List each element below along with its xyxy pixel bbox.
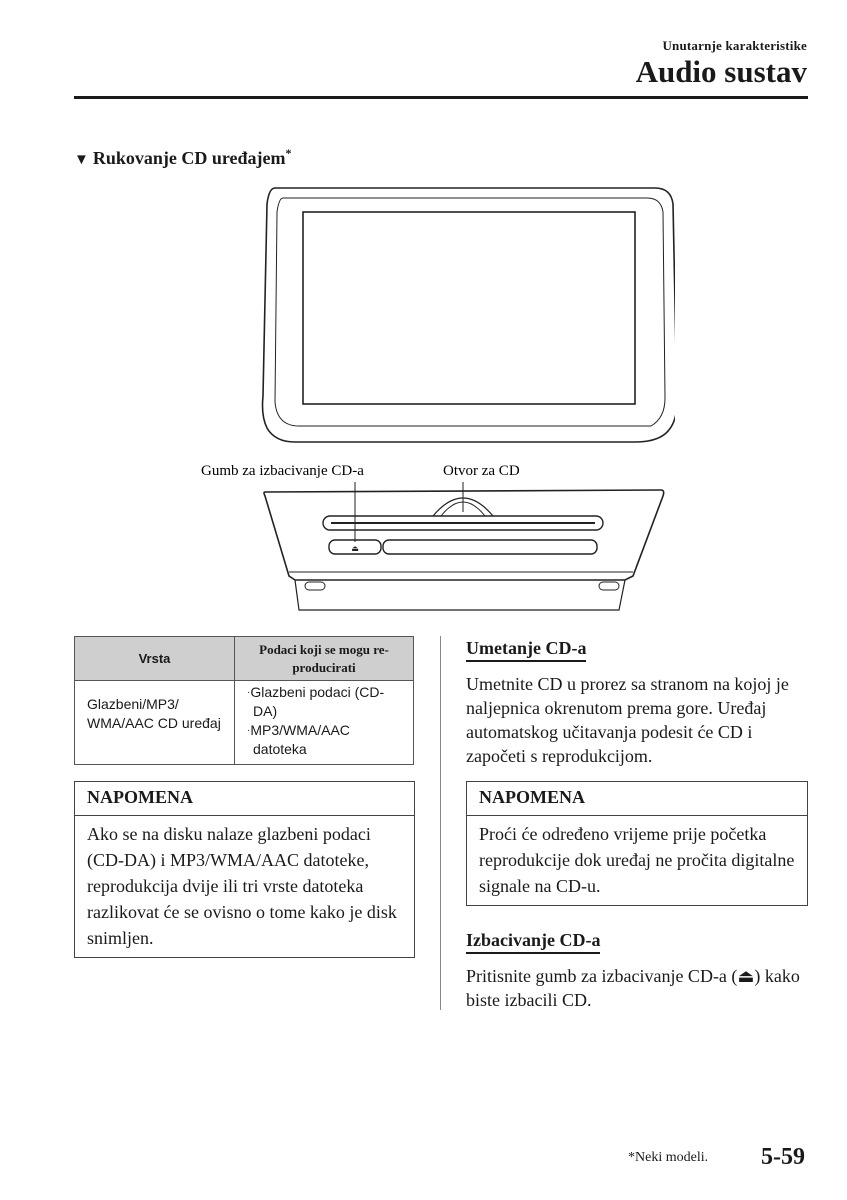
footnote: *Neki modeli.: [628, 1150, 709, 1165]
eject-heading: Izbacivanje CD-a: [466, 930, 600, 954]
section-asterisk: *: [285, 146, 292, 160]
eject-paragraph: Pritisnite gumb za izbacivanje CD-a (⏏) kako biste izbacili CD.: [466, 966, 800, 1010]
triangle-marker-icon: ▼: [74, 152, 89, 168]
table-cell-playable: [235, 681, 414, 765]
list-item: ·MP3/WMA/AAC datoteka: [247, 722, 350, 757]
cd-unit-bottom: [295, 580, 625, 610]
page-number: 5-59: [761, 1144, 805, 1170]
insert-heading: Umetanje CD-a: [466, 638, 586, 662]
label-cd-slot: Otvor za CD: [443, 463, 520, 479]
note-body: Ako se na disku nalaze glazbeni podaci (CD-DA) i MP3/WMA/AAC datoteke, reprodukcija dvije ili tri vrste datoteka razlikovat će se ovisno o tome kako je disk snimljen.: [87, 824, 397, 948]
page-title: Audio sustav: [635, 54, 807, 89]
note-box-playback-delay: [466, 781, 808, 906]
cd-unit-drawing: [195, 180, 675, 620]
note-body: Proći će određeno vrijeme prije početka reprodukcije dok uređaj ne pročita digitalne signale na CD-u.: [479, 824, 795, 896]
table-header-playable: Podaci koji se mogu re-producirati: [235, 637, 414, 681]
label-eject-button: Gumb za izbacivanje CD-a: [201, 463, 364, 479]
note-box-disc-types: [74, 781, 415, 958]
header-rule: [74, 96, 808, 99]
cd-format-table: [74, 636, 414, 765]
insert-paragraph: Umetnite CD u prorez sa stranom na kojoj je naljepnica okrenutom prema gore. Uređaj automatskog učitavanja podesit će CD i započeti s reprodukcijom.: [466, 674, 789, 766]
table-header-type: Vrsta: [75, 637, 235, 681]
table-cell-type: Glazbeni/MP3/ WMA/AAC CD uređaj: [75, 681, 235, 765]
table-row: [75, 681, 414, 765]
column-divider: [440, 636, 441, 1010]
note-heading: NAPOMENA: [75, 782, 414, 816]
table-header-row: [75, 637, 414, 681]
left-vent: [305, 582, 325, 590]
section-title-text: Rukovanje CD uređajem: [92, 148, 286, 168]
note-heading: NAPOMENA: [467, 782, 807, 816]
display-bezel-inner: [275, 198, 665, 426]
list-item: ·Glazbeni podaci (CD-DA): [247, 684, 385, 719]
lower-panel-bar: [383, 540, 597, 554]
section-title: [74, 146, 292, 169]
cd-unit-illustration: [195, 180, 675, 620]
eject-glyph-icon: ⏏: [351, 544, 359, 553]
right-vent: [599, 582, 619, 590]
cd-unit-body: [264, 490, 664, 580]
chapter-subtitle: Unutarnje karakteristike: [662, 38, 807, 53]
display-screen: [303, 212, 635, 404]
